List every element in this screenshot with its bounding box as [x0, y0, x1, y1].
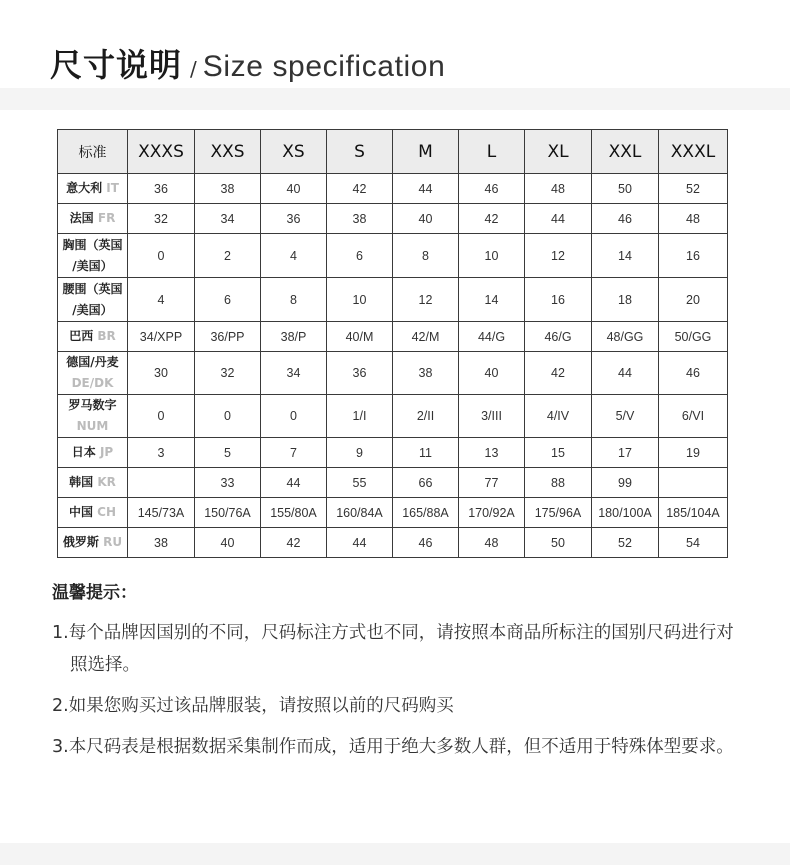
row-label: [58, 204, 128, 234]
table-cell: 40: [261, 174, 327, 204]
table-cell: 5/V: [592, 395, 659, 438]
table-cell: 7: [261, 438, 327, 468]
table-cell: 40: [393, 204, 459, 234]
row-label-cn: 意大利: [66, 181, 103, 195]
header-size: L: [459, 130, 525, 174]
row-label-cn: 德国/丹麦: [66, 355, 119, 369]
table-cell: 145/73A: [128, 498, 195, 528]
table-cell: 1/I: [327, 395, 393, 438]
row-code: RU: [103, 535, 123, 549]
row-label: [58, 395, 128, 438]
table-cell: 50/GG: [659, 322, 728, 352]
table-cell: 12: [393, 278, 459, 322]
table-cell: 52: [592, 528, 659, 558]
table-cell: 0: [128, 395, 195, 438]
table-cell: 160/84A: [327, 498, 393, 528]
table-cell: 165/88A: [393, 498, 459, 528]
row-label-cn: 韩国: [69, 475, 94, 489]
row-code: IT: [106, 181, 119, 195]
table-cell: 44/G: [459, 322, 525, 352]
table-cell: 88: [525, 468, 592, 498]
table-cell: 8: [261, 278, 327, 322]
table-cell: 30: [128, 352, 195, 395]
table-cell: 180/100A: [592, 498, 659, 528]
table-cell: 42: [459, 204, 525, 234]
row-label-cn: 腰围（英国: [62, 281, 123, 296]
table-cell: 34: [261, 352, 327, 395]
table-cell: 46: [659, 352, 728, 395]
table-row-it: [58, 174, 728, 204]
table-cell: 36/PP: [195, 322, 261, 352]
table-cell: 2: [195, 234, 261, 278]
table-cell: 44: [525, 204, 592, 234]
row-label: [58, 278, 128, 322]
table-cell: 11: [393, 438, 459, 468]
table-header-row: [58, 130, 728, 174]
table-cell: 3/III: [459, 395, 525, 438]
table-cell: 48: [459, 528, 525, 558]
row-label-cn: 日本: [71, 445, 96, 459]
table-cell: 38: [327, 204, 393, 234]
table-cell: 48: [525, 174, 592, 204]
table-cell: 170/92A: [459, 498, 525, 528]
table-cell: 0: [261, 395, 327, 438]
title-slash: /: [190, 57, 197, 81]
header-size: S: [327, 130, 393, 174]
table-cell: 36: [327, 352, 393, 395]
header-size: XXS: [195, 130, 261, 174]
row-label: [58, 438, 128, 468]
row-label: [58, 234, 128, 278]
table-cell: 34: [195, 204, 261, 234]
table-cell: 0: [195, 395, 261, 438]
row-label: [58, 322, 128, 352]
table-cell: 4: [261, 234, 327, 278]
table-cell: 38: [393, 352, 459, 395]
table-cell: 44: [393, 174, 459, 204]
title-chinese: 尺寸说明: [50, 46, 183, 84]
header-size: XXXS: [128, 130, 195, 174]
table-cell: 38/P: [261, 322, 327, 352]
table-cell: 5: [195, 438, 261, 468]
table-cell: 17: [592, 438, 659, 468]
table-row-kr: [58, 468, 728, 498]
table-cell: 36: [261, 204, 327, 234]
table-cell: [659, 468, 728, 498]
table-cell: 38: [128, 528, 195, 558]
table-cell: 185/104A: [659, 498, 728, 528]
header-size: XL: [525, 130, 592, 174]
table-cell: 50: [592, 174, 659, 204]
row-label-cn-line2: /美国）: [72, 258, 113, 273]
table-row-num: [58, 395, 728, 438]
table-cell: 15: [525, 438, 592, 468]
table-cell: 40: [459, 352, 525, 395]
table-cell: 6: [327, 234, 393, 278]
table-cell: 50: [525, 528, 592, 558]
row-label-cn: 俄罗斯: [62, 535, 99, 549]
header-standard: 标准: [58, 130, 128, 174]
table-cell: 46: [592, 204, 659, 234]
table-cell: 36: [128, 174, 195, 204]
table-cell: 34/XPP: [128, 322, 195, 352]
table-cell: 54: [659, 528, 728, 558]
table-cell: 44: [592, 352, 659, 395]
title-english: Size specification: [202, 50, 446, 83]
table-row-dedk: [58, 352, 728, 395]
table-cell: 42/M: [393, 322, 459, 352]
table-cell: 46: [393, 528, 459, 558]
table-cell: 4/IV: [525, 395, 592, 438]
table-cell: 44: [261, 468, 327, 498]
table-row-fr: [58, 204, 728, 234]
row-code: CH: [97, 505, 117, 519]
table-cell: 33: [195, 468, 261, 498]
top-divider-band: [0, 88, 790, 110]
row-label-cn: 巴西: [69, 329, 94, 343]
table-cell: 42: [525, 352, 592, 395]
row-label-cn: 胸围（英国: [62, 237, 123, 252]
header-size: XXXL: [659, 130, 728, 174]
row-label: [58, 528, 128, 558]
table-cell: 42: [261, 528, 327, 558]
table-cell: 2/II: [393, 395, 459, 438]
header-size: XS: [261, 130, 327, 174]
table-cell: 46/G: [525, 322, 592, 352]
row-label-cn: 中国: [68, 505, 93, 519]
table-cell: 16: [659, 234, 728, 278]
bottom-divider-band: [0, 843, 790, 865]
row-label: [58, 468, 128, 498]
table-cell: 150/76A: [195, 498, 261, 528]
header-size: M: [393, 130, 459, 174]
table-cell: 3: [128, 438, 195, 468]
table-cell: 10: [327, 278, 393, 322]
row-code: NUM: [76, 419, 109, 433]
table-row-jp: [58, 438, 728, 468]
table-cell: 14: [459, 278, 525, 322]
table-row-chest: [58, 234, 728, 278]
row-code: DE/DK: [71, 376, 114, 390]
row-code: KR: [97, 475, 116, 489]
header-size: XXL: [592, 130, 659, 174]
table-cell: 48/GG: [592, 322, 659, 352]
table-row-br: [58, 322, 728, 352]
table-cell: [128, 468, 195, 498]
row-label-cn-line2: /美国）: [72, 302, 113, 317]
table-row-ru: [58, 528, 728, 558]
page-title: [50, 40, 445, 86]
table-cell: 48: [659, 204, 728, 234]
table-cell: 13: [459, 438, 525, 468]
table-cell: 32: [128, 204, 195, 234]
row-label-cn: 罗马数字: [68, 398, 117, 412]
table-cell: 14: [592, 234, 659, 278]
tip-item: 1.每个品牌因国别的不同，尺码标注方式也不同，请按照本商品所标注的国别尺码进行对照选择。: [52, 623, 734, 675]
table-cell: 19: [659, 438, 728, 468]
table-cell: 40/M: [327, 322, 393, 352]
row-label: [58, 352, 128, 395]
tips-heading: 温馨提示：: [52, 583, 137, 603]
table-cell: 38: [195, 174, 261, 204]
table-row-ch: [58, 498, 728, 528]
row-label: [58, 174, 128, 204]
table-cell: 44: [327, 528, 393, 558]
table-cell: 42: [327, 174, 393, 204]
table-cell: 46: [459, 174, 525, 204]
size-conversion-table: [57, 129, 728, 558]
row-label-cn: 法国: [69, 211, 94, 225]
table-cell: 6: [195, 278, 261, 322]
table-cell: 32: [195, 352, 261, 395]
table-cell: 6/VI: [659, 395, 728, 438]
table-cell: 8: [393, 234, 459, 278]
table-cell: 40: [195, 528, 261, 558]
row-label: [58, 498, 128, 528]
table-cell: 99: [592, 468, 659, 498]
table-cell: 12: [525, 234, 592, 278]
table-cell: 175/96A: [525, 498, 592, 528]
table-cell: 4: [128, 278, 195, 322]
table-cell: 10: [459, 234, 525, 278]
table-row-waist: [58, 278, 728, 322]
table-cell: 155/80A: [261, 498, 327, 528]
table-cell: 0: [128, 234, 195, 278]
tip-item: 2.如果您购买过该品牌服装，请按照以前的尺码购买: [52, 696, 454, 716]
tip-item: 3.本尺码表是根据数据采集制作而成，适用于绝大多数人群，但不适用于特殊体型要求。: [52, 737, 734, 757]
table-cell: 55: [327, 468, 393, 498]
table-cell: 20: [659, 278, 728, 322]
table-cell: 16: [525, 278, 592, 322]
row-code: FR: [97, 211, 116, 225]
row-code: BR: [97, 329, 116, 343]
table-cell: 52: [659, 174, 728, 204]
tips-section: [52, 578, 742, 772]
row-code: JP: [99, 445, 114, 459]
table-cell: 9: [327, 438, 393, 468]
table-cell: 66: [393, 468, 459, 498]
table-cell: 18: [592, 278, 659, 322]
table-cell: 77: [459, 468, 525, 498]
